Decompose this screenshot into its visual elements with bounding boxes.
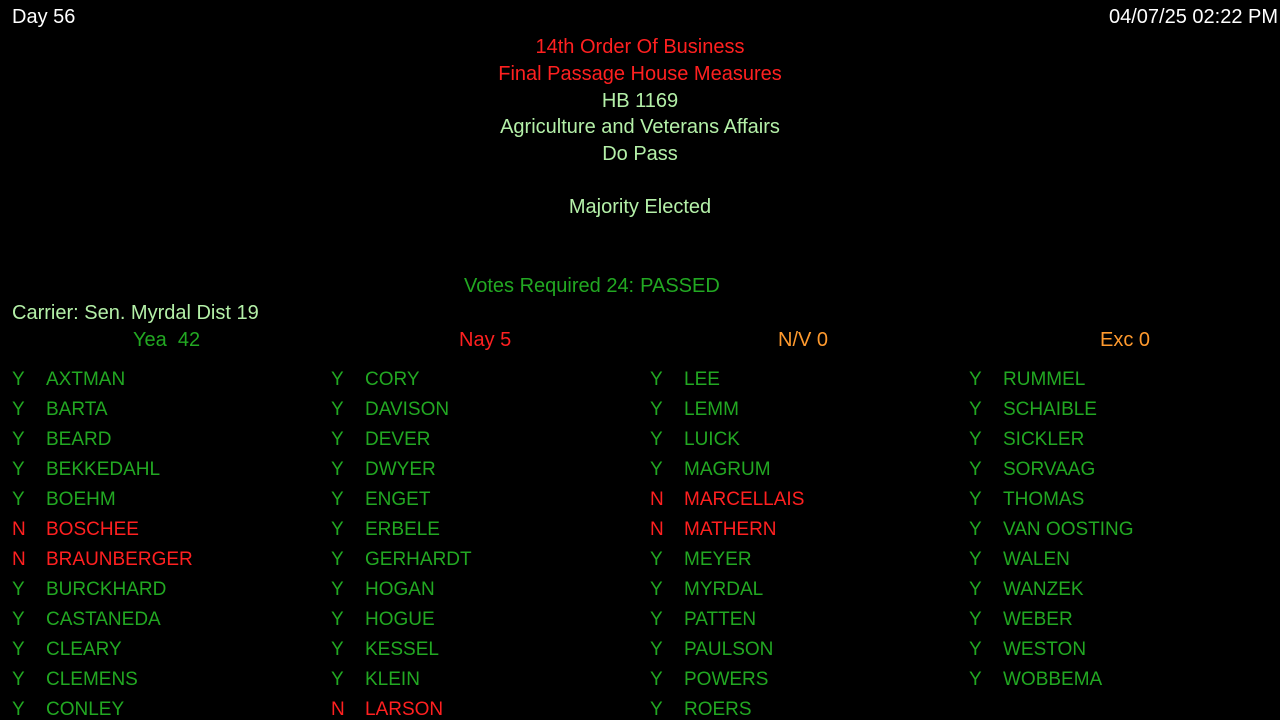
vote-row: [331, 696, 631, 720]
senator-name: MATHERN: [684, 519, 777, 540]
senator-name: WANZEK: [1003, 579, 1084, 600]
senator-name: LEMM: [684, 399, 739, 420]
vote-row: [12, 456, 312, 486]
vote-row: [331, 486, 631, 516]
vote-value: Y: [12, 699, 25, 720]
vote-row: [331, 366, 631, 396]
vote-row: [650, 456, 950, 486]
vote-row: [969, 576, 1269, 606]
senator-name: KLEIN: [365, 669, 420, 690]
senator-name: DEVER: [365, 429, 431, 450]
senator-name: BOEHM: [46, 489, 116, 510]
senator-name: WALEN: [1003, 549, 1070, 570]
senator-name: SORVAAG: [1003, 459, 1096, 480]
vote-value: Y: [331, 489, 344, 510]
vote-value: Y: [331, 609, 344, 630]
vote-row: [650, 576, 950, 606]
vote-row: [969, 366, 1269, 396]
senator-name: HOGUE: [365, 609, 435, 630]
vote-value: Y: [969, 639, 982, 660]
vote-value: N: [12, 519, 26, 540]
tally-yea: Yea 42: [133, 329, 201, 351]
vote-value: Y: [650, 549, 663, 570]
senator-name: RUMMEL: [1003, 369, 1086, 390]
vote-value: Y: [331, 639, 344, 660]
vote-row: [969, 636, 1269, 666]
vote-row: [12, 366, 312, 396]
vote-row: [331, 546, 631, 576]
vote-value: Y: [331, 369, 344, 390]
vote-value: Y: [650, 639, 663, 660]
vote-row: [12, 696, 312, 720]
vote-value: Y: [650, 579, 663, 600]
vote-row: [650, 516, 950, 546]
vote-value: Y: [12, 489, 25, 510]
vote-value: Y: [331, 399, 344, 420]
vote-value: Y: [969, 519, 982, 540]
vote-row: [12, 636, 312, 666]
vote-row: [331, 516, 631, 546]
vote-value: Y: [650, 699, 663, 720]
vote-row: [969, 456, 1269, 486]
votes-required-label: Votes Required 24:: [464, 275, 635, 297]
senator-name: MYRDAL: [684, 579, 764, 600]
vote-row: [331, 576, 631, 606]
tally-excused: Exc 0: [1100, 329, 1151, 351]
senator-name: VAN OOSTING: [1003, 519, 1134, 540]
vote-row: [650, 636, 950, 666]
vote-value: Y: [650, 609, 663, 630]
senator-name: DWYER: [365, 459, 436, 480]
vote-row: [969, 606, 1269, 636]
vote-value: Y: [969, 459, 982, 480]
senator-name: HOGAN: [365, 579, 435, 600]
tally-not-voting: N/V 0: [778, 329, 829, 351]
recommendation: Do Pass: [602, 143, 678, 165]
vote-column-4: [969, 366, 1269, 696]
senator-name: CLEARY: [46, 639, 122, 660]
vote-row: [969, 516, 1269, 546]
vote-row: [650, 696, 950, 720]
stage-title: Final Passage House Measures: [498, 63, 782, 85]
senator-name: CORY: [365, 369, 420, 390]
vote-value: Y: [12, 609, 25, 630]
senator-name: BURCKHARD: [46, 579, 167, 600]
vote-row: [331, 606, 631, 636]
vote-value: N: [650, 519, 664, 540]
vote-column-1: [12, 366, 312, 720]
bill-number: HB 1169: [601, 90, 679, 112]
vote-value: Y: [969, 369, 982, 390]
vote-row: [12, 606, 312, 636]
datetime-label: 04/07/25 02:22 PM: [1108, 6, 1278, 28]
vote-value: Y: [969, 489, 982, 510]
senator-name: WESTON: [1003, 639, 1087, 660]
senator-name: MEYER: [684, 549, 752, 570]
vote-row: [331, 396, 631, 426]
vote-value: Y: [12, 429, 25, 450]
vote-row: [12, 546, 312, 576]
senator-name: MARCELLAIS: [684, 489, 805, 510]
senator-name: LEE: [684, 369, 720, 390]
vote-value: N: [650, 489, 664, 510]
vote-value: Y: [650, 669, 663, 690]
vote-value: Y: [969, 669, 982, 690]
senator-name: PATTEN: [684, 609, 757, 630]
vote-row: [650, 396, 950, 426]
senator-name: ERBELE: [365, 519, 440, 540]
senator-name: DAVISON: [365, 399, 450, 420]
vote-row: [650, 666, 950, 696]
senator-name: MAGRUM: [684, 459, 771, 480]
senator-name: CASTANEDA: [46, 609, 161, 630]
vote-row: [650, 426, 950, 456]
senator-name: CONLEY: [46, 699, 125, 720]
committee-name: Agriculture and Veterans Affairs: [500, 116, 780, 138]
senator-name: SCHAIBLE: [1003, 399, 1097, 420]
senator-name: KESSEL: [365, 639, 439, 660]
vote-value: Y: [969, 429, 982, 450]
vote-row: [12, 666, 312, 696]
vote-column-3: [650, 366, 950, 720]
vote-value: Y: [650, 369, 663, 390]
senator-name: LUICK: [684, 429, 740, 450]
senator-name: BEKKEDAHL: [46, 459, 161, 480]
senator-name: PAULSON: [684, 639, 774, 660]
senator-name: AXTMAN: [46, 369, 126, 390]
senator-name: BARTA: [46, 399, 108, 420]
vote-row: [650, 606, 950, 636]
senator-name: ENGET: [365, 489, 431, 510]
vote-row: [12, 516, 312, 546]
carrier-label: Carrier: Sen. Myrdal Dist 19: [12, 302, 259, 324]
vote-value: Y: [331, 459, 344, 480]
vote-row: [12, 426, 312, 456]
vote-row: [969, 666, 1269, 696]
vote-row: [650, 546, 950, 576]
vote-value: Y: [331, 579, 344, 600]
vote-value: Y: [331, 519, 344, 540]
vote-row: [331, 636, 631, 666]
vote-row: [969, 546, 1269, 576]
vote-row: [650, 366, 950, 396]
vote-column-2: [331, 366, 631, 720]
vote-value: Y: [331, 669, 344, 690]
senator-name: BEARD: [46, 429, 112, 450]
senator-name: THOMAS: [1003, 489, 1085, 510]
vote-row: [12, 576, 312, 606]
vote-row: [969, 396, 1269, 426]
senator-name: WEBER: [1003, 609, 1073, 630]
vote-value: N: [331, 699, 345, 720]
majority-type: Majority Elected: [568, 196, 712, 218]
vote-value: Y: [331, 429, 344, 450]
vote-value: N: [12, 549, 26, 570]
vote-value: Y: [12, 669, 25, 690]
vote-value: Y: [969, 579, 982, 600]
vote-value: Y: [650, 429, 663, 450]
senator-name: GERHARDT: [365, 549, 472, 570]
vote-row: [650, 486, 950, 516]
vote-row: [969, 486, 1269, 516]
votes-required: [464, 275, 720, 298]
vote-value: Y: [969, 399, 982, 420]
vote-row: [12, 486, 312, 516]
senator-name: SICKLER: [1003, 429, 1085, 450]
senator-name: LARSON: [365, 699, 444, 720]
result-status: PASSED: [640, 275, 720, 297]
vote-value: Y: [650, 459, 663, 480]
senator-name: BRAUNBERGER: [46, 549, 193, 570]
order-of-business: 14th Order Of Business: [535, 36, 745, 58]
vote-row: [331, 456, 631, 486]
senator-name: ROERS: [684, 699, 752, 720]
vote-value: Y: [12, 369, 25, 390]
senator-name: POWERS: [684, 669, 769, 690]
day-label: Day 56: [12, 6, 76, 28]
senator-name: CLEMENS: [46, 669, 138, 690]
senator-name: BOSCHEE: [46, 519, 139, 540]
vote-value: Y: [969, 609, 982, 630]
vote-value: Y: [12, 579, 25, 600]
vote-row: [331, 426, 631, 456]
tally-nay: Nay 5: [459, 329, 512, 351]
vote-row: [12, 396, 312, 426]
senator-name: WOBBEMA: [1003, 669, 1103, 690]
vote-value: Y: [650, 399, 663, 420]
vote-row: [969, 426, 1269, 456]
vote-value: Y: [12, 399, 25, 420]
vote-row: [331, 666, 631, 696]
vote-value: Y: [12, 459, 25, 480]
vote-value: Y: [331, 549, 344, 570]
vote-value: Y: [969, 549, 982, 570]
vote-value: Y: [12, 639, 25, 660]
